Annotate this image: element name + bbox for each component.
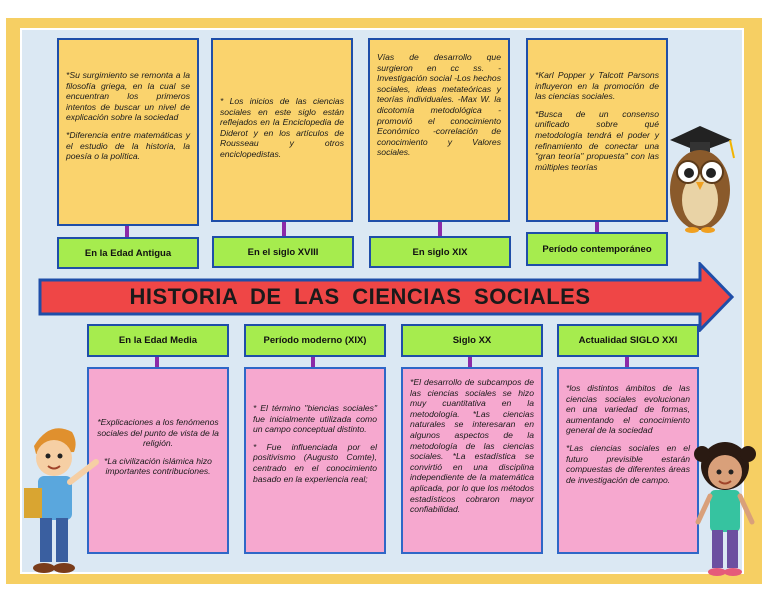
top-box-xix <box>368 38 510 222</box>
label-edad-media: En la Edad Media <box>87 324 229 357</box>
box-text: *Las ciencias sociales en el futuro previsible estarán compuestas de diferentes áreas de investigación de campo. <box>566 442 690 485</box>
label-siglo-xx: Siglo XX <box>401 324 543 357</box>
box-text: *Busca de un consenso unificado sobre qué metodología tendrá el poder y refinamiento de conectar una "gran teoría" propuesta" con las múltiples teorías <box>535 108 659 172</box>
top-box-contemporaneo <box>526 38 668 222</box>
box-text: *los distintos ámbitos de las ciencias sociales evolucionan en una variedad de formas, aumentando el conocimiento general de la sociedad <box>566 383 690 436</box>
box-text: Vías de desarrollo que surgieron en cc ss. -Investigación social -Los hechos sociales, ideas metateóricas y teorías individuales. -Max W. la dicotomía metodológica -promovió el conocimiento Económico -correlación de conocimiento y Valores sociales. <box>377 52 501 158</box>
bottom-box-moderno <box>244 367 386 554</box>
bottom-box-xxi <box>557 367 699 554</box>
label-periodo-contemporaneo: Período contemporáneo <box>526 232 668 266</box>
page-title: HISTORIA DE LAS CIENCIAS SOCIALES <box>129 284 591 309</box>
box-text: * El término "biencias sociales" fue inicialmente utilizada como un campo conceptual distinto. <box>253 403 377 435</box>
connector <box>438 222 442 236</box>
label-actualidad-siglo-xxi: Actualidad SIGLO XXI <box>557 324 699 357</box>
bottom-box-xx <box>401 367 543 554</box>
box-text: *Diferencia entre matemáticas y el estudio de la historia, la poesía o la política. <box>66 129 190 162</box>
top-box-xviii <box>211 38 353 222</box>
box-text: *Explicaciones a los fenómenos sociales del punto de vista de la religión. <box>97 417 219 449</box>
box-text: *El desarrollo de subcampos de las ciencias sociales se hizo muy cuantitativa en la metodología. *Las ciencias naturales se interesaran en algunos aspectos de la metodología de las ciencias sociales. *La estadística se convirtió en una disciplina independiente de la matemática aplicada, por lo que los métodos estadísticos cobraron mayor confiabilidad. <box>410 377 534 515</box>
bottom-box-media <box>87 367 229 554</box>
top-box-antigua <box>57 38 199 226</box>
label-siglo-xviii: En el siglo XVIII <box>212 236 354 268</box>
label-periodo-moderno: Período moderno (XIX) <box>244 324 386 357</box>
box-text: * Fue influenciada por el positivismo (Augusto Comte), centrado en el conocimiento basado en la experiencia real; <box>253 441 377 484</box>
owl-graduate-illustration <box>660 118 742 238</box>
box-text: * Los inicios de las ciencias sociales en este siglo están reflejados en la Enciclopedia de Diderot y en los artículos de Rousseau y otros enciclopedistas. <box>220 96 344 159</box>
boy-illustration <box>20 418 102 586</box>
connector <box>282 222 286 236</box>
girl-illustration <box>690 432 760 584</box>
label-siglo-xix: En siglo XIX <box>369 236 511 268</box>
label-edad-antigua: En la Edad Antigua <box>57 237 199 269</box>
box-text: *La civilización islámica hizo importantes contribuciones. <box>104 455 212 477</box>
box-text: *Su surgimiento se remonta a la filosofía griega, en la cual se encuentran los primeros intentos de buscar un nivel de explicación sobre la sociedad <box>66 70 190 123</box>
box-text: *Karl Popper y Talcott Parsons influyeron en la promoción de las ciencias sociales. <box>535 70 659 102</box>
